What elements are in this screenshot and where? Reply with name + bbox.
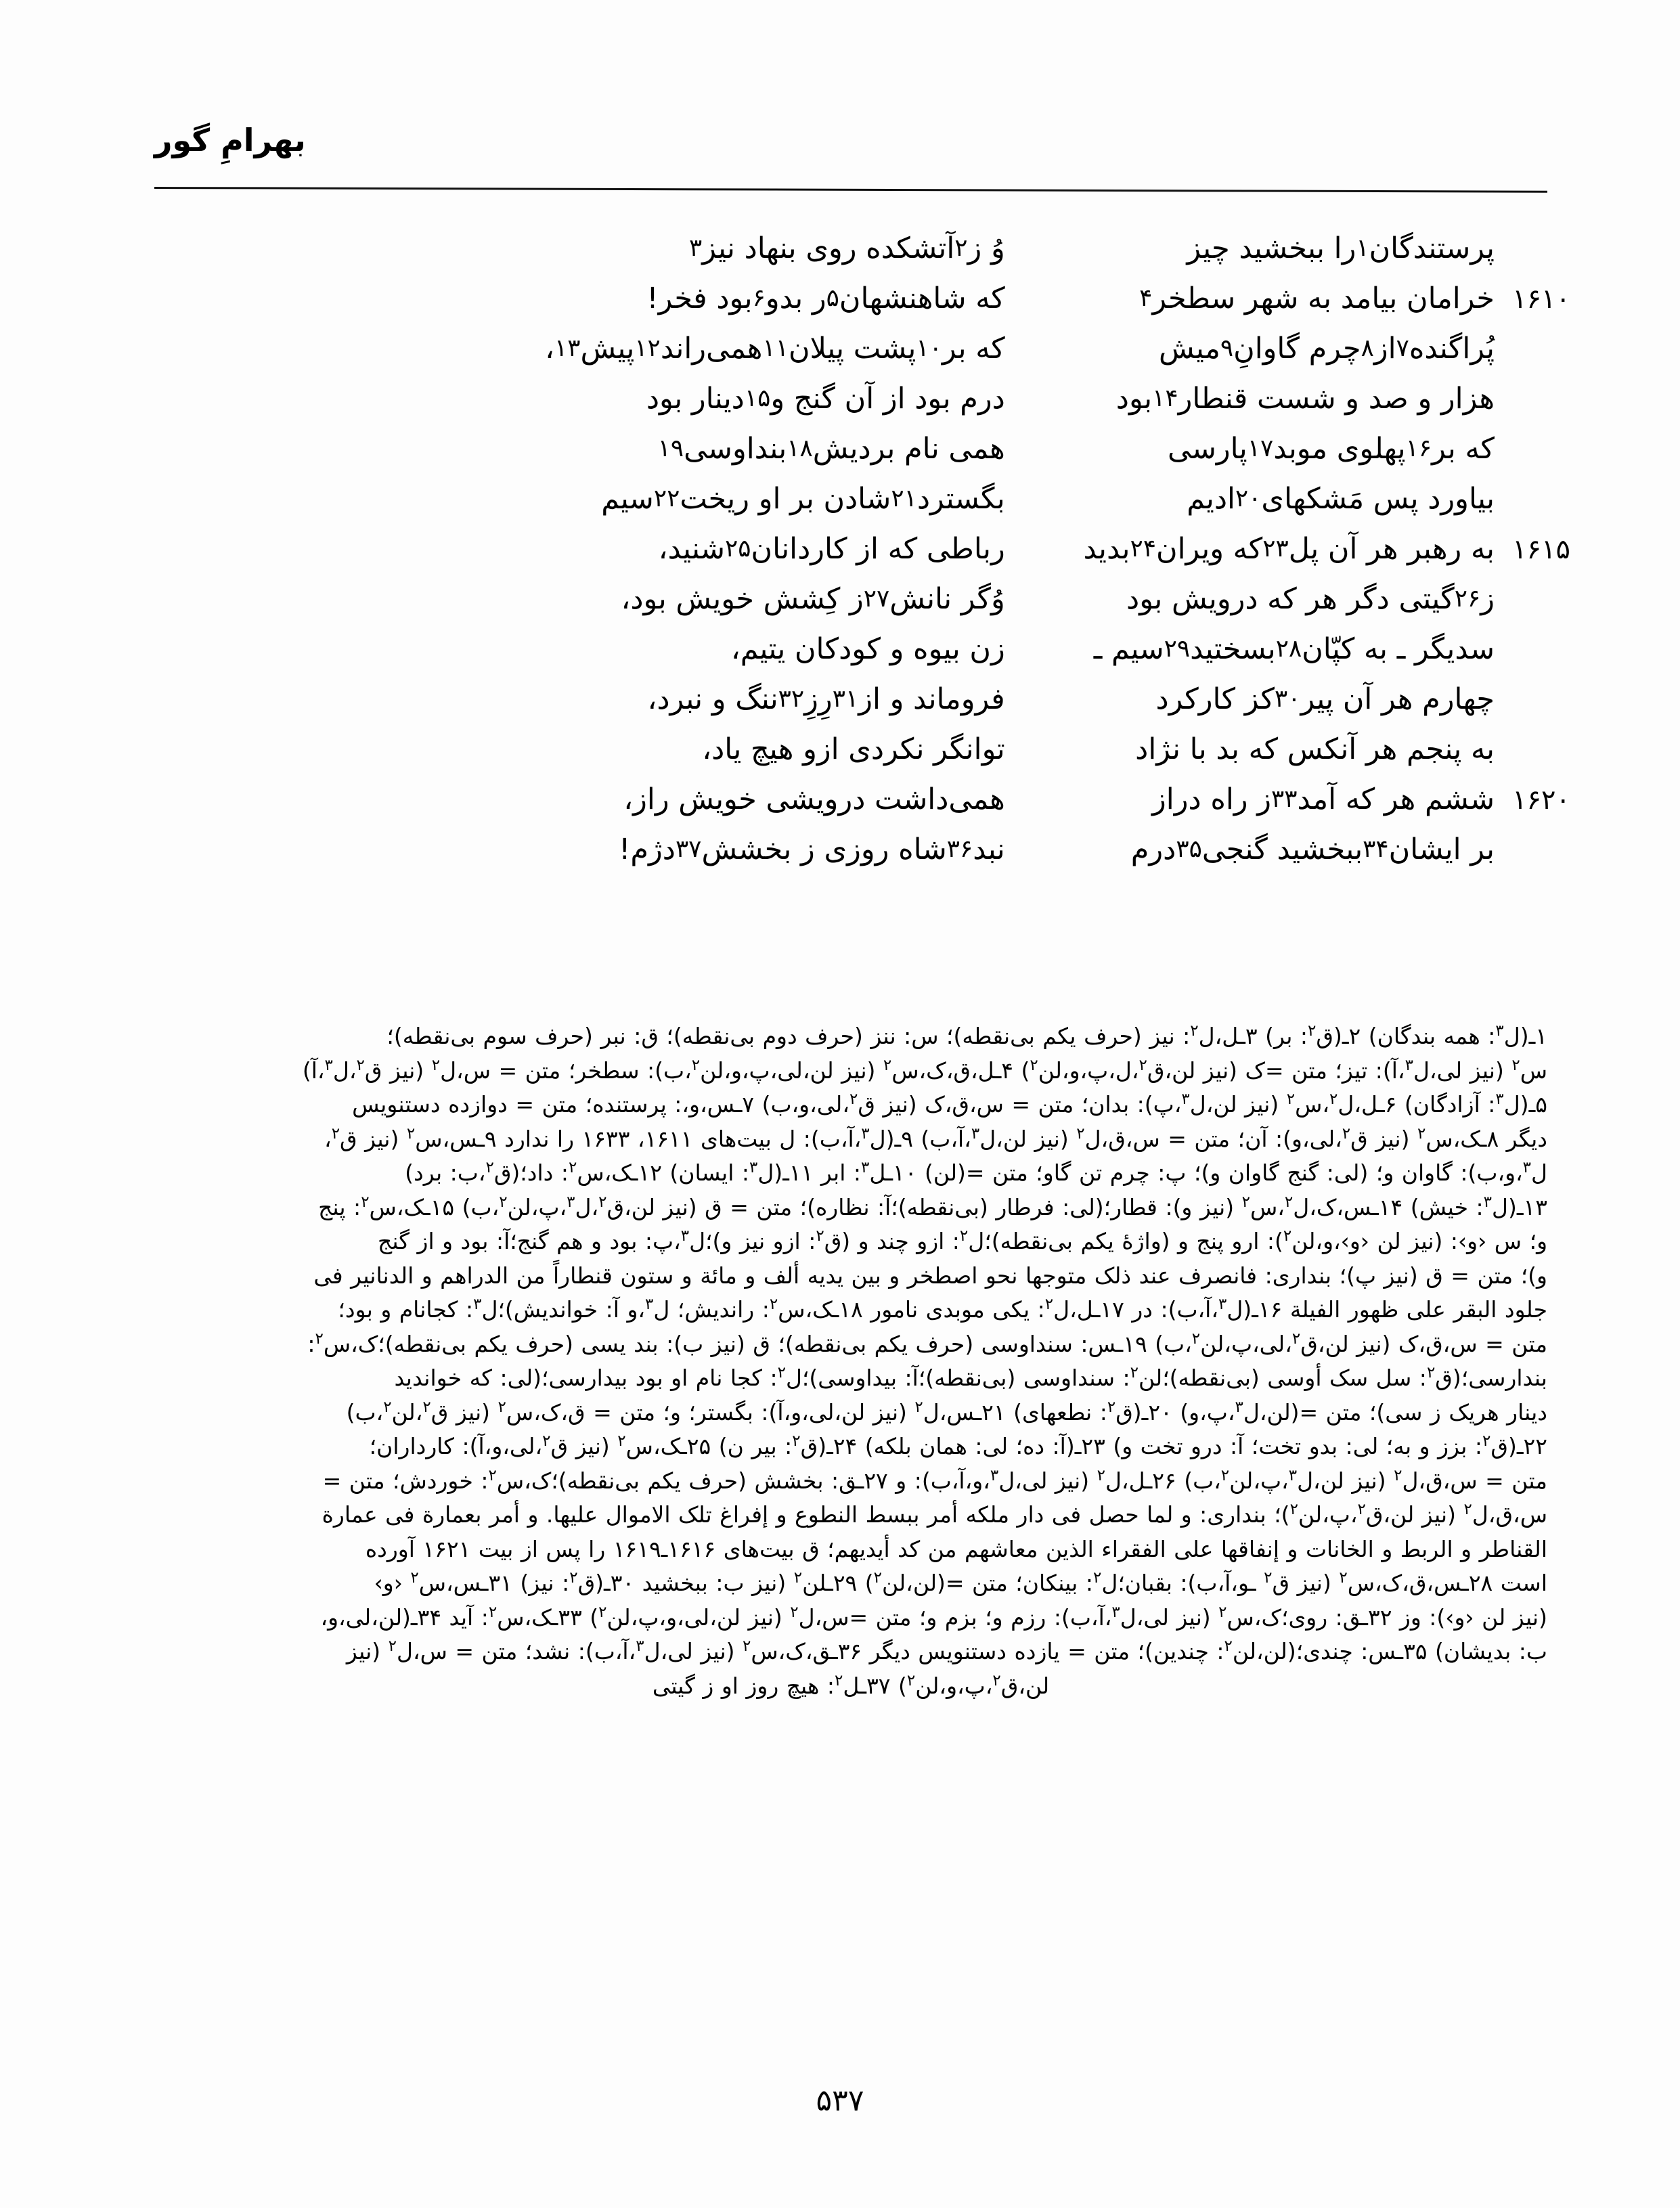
apparatus-line: ب: بدیشان) ۳۵ـس: چندی؛(لن،لن$^۲$: چندین)؛ متن = یازده دستنویس دیگر ۳۶ـق،ک،س$^۲$ (نیز لی،ل$^۳$،آ،ب): نشد؛ متن = س،ل$^۲$ (نیز [346, 1637, 1547, 1664]
apparatus-line: است ۲۸ـس،ق،ک،س$^۲$ (نیز ق$^۲$ ـو،آ،ب): بقبان؛ل$^۲$: بینکان؛ متن =(لن،لن$^۲$) ۲۹ـلن$^۲$ (نیز ب: ببخشید ۳۰ـ(ق$^۲$: نیز) ۳۱ـس،س$^۲$ ‹و› [374, 1569, 1547, 1596]
hemistich-left [257, 724, 1046, 774]
hemistich-left [257, 524, 1046, 574]
apparatus-line: و)؛ متن = ق (نیز پ)؛ بنداری: فانصرف عند ذلک متوجها نحو اصطخر و بین یدیه ألف و مائة و ستون قنطاراً من الدراهم و الدنانیر فی [313, 1262, 1547, 1289]
verse-row [257, 774, 1570, 824]
hemistich-right [1046, 674, 1570, 725]
hemistich-right [1046, 424, 1570, 474]
hemistich-right-text: چهارم هر آن پیر ۳۰ کز کارکرد [1155, 682, 1495, 716]
verse-row [257, 624, 1570, 674]
hemistich-left [257, 273, 1046, 324]
verse-line-number: ۱۶۱۰ [1512, 284, 1570, 315]
hemistich-right-text: پُراگنده ۷ از ۸ چرم گاوانِ ۹ میش [1159, 332, 1495, 366]
hemistich-left-text: وُگر نانش ۲۷ ز کِشش خویش بود، [621, 582, 1005, 616]
hemistich-left-text: توانگر نکردی ازو هیچ یاد، [702, 732, 1005, 766]
hemistich-right [1046, 624, 1570, 675]
apparatus-line: ۲۲ـ(ق$^۲$: بزز و به؛ لی: بدو تخت؛ آ: درو تخت و) ۲۳ـ(آ: ده؛ لی: همان بلکه) ۲۴ـ(ق$^۲$: بیر ن) ۲۵ـک،س$^۲$ (نیز ق$^۲$،لی،و،آ): کارداران؛ [369, 1432, 1547, 1459]
apparatus-line: متن = س،ق،ل$^۲$ (نیز لن،ل$^۳$،پ،لن$^۲$،ب) ۲۶ـل،ل$^۲$ (نیز لی،ل$^۳$،و،آ،ب): و ۲۷ـق: بخشش (حرف یکم بی‌نقطه)؛ک،س$^۲$: خوردش؛ متن = [322, 1466, 1547, 1494]
hemistich-right-text: به رهبر هر آن پل ۲۳ که ویران ۲۴ بدید [1083, 532, 1495, 566]
verse-row [257, 424, 1570, 474]
verse-row [257, 824, 1570, 875]
running-head-title: بهرامِ گور [154, 122, 306, 158]
hemistich-left [257, 824, 1046, 875]
verse-row [257, 674, 1570, 724]
hemistich-right [1046, 774, 1570, 825]
hemistich-left-text: درم بود از آن گنج و ۱۵ دینار بود [646, 382, 1005, 416]
hemistich-left [257, 774, 1046, 824]
hemistich-left-text: بگسترد ۲۱ شادن بر او ریخت ۲۲ سیم [601, 482, 1005, 516]
hemistich-right-text: پرستندگان ۱ را ببخشید چیز [1187, 231, 1495, 265]
hemistich-left-text: وُ ز ۲ آتشکده روی بنهاد نیز ۳ [689, 231, 1005, 265]
hemistich-left-text: همی‌داشت درویشی خویش راز، [623, 782, 1005, 816]
page-number: ۵۳۷ [816, 2083, 864, 2118]
apparatus-line: متن = س،ق،ک (نیز لن،ق$^۲$،لی،پ،لن$^۲$،ب) ۱۹ـس: سنداوسی (حرف یکم بی‌نقطه)؛ ق (نیز ب): بند یسی (حرف یکم بی‌نقطه)؛ک،س$^۲$: [307, 1329, 1547, 1357]
hemistich-left-text: همی نام بردیش ۱۸ بنداوسی ۱۹ [657, 432, 1005, 466]
apparatus-line: و؛ س ‹و›: (نیز لن ‹و›،و،لن$^۲$): ارو پنج و (واژهٔ یکم بی‌نقطه)؛ل$^۲$: ازو چند و (ق$^۲$: ازو نیز و)؛ل$^۳$،پ: بود و هم گنج؛آ: بود و از گنج [378, 1227, 1547, 1254]
hemistich-left-text: نبد ۳۶ شاه روزی ز بخشش ۳۷ دژم! [619, 833, 1005, 866]
hemistich-right-text: بر ایشان ۳۴ ببخشید گنجی ۳۵ درم [1130, 833, 1495, 866]
critical-apparatus [154, 1019, 1547, 1703]
verse-row [257, 724, 1570, 774]
verse-line-number: ۱۶۱۵ [1512, 534, 1570, 565]
apparatus-line: س$^۲$ (نیز لی،ل$^۳$،آ): تیز؛ متن =ک (نیز لن،ق$^۲$،ل،پ،و،لن$^۲$) ۴ـل،ق،ک،س$^۲$ (نیز لن،لی،پ،و،لن$^۲$،ب): سطخر؛ متن = س،ل$^۲$ (نیز ق$^۲$،ل$^۳$،آ) [302, 1056, 1547, 1084]
hemistich-left [257, 574, 1046, 624]
hemistich-right-text: ز ۲۶ گیتی دگر هر که درویش بود [1126, 582, 1495, 616]
hemistich-left [257, 324, 1046, 374]
verse-row [257, 574, 1570, 624]
apparatus-line: جلود البقر علی ظهور الفیلة ۱۶ـ(ل$^۳$،آ،ب): در ۱۷ـل،ل$^۲$: یکی موبدی نامور ۱۸ـک،س$^۲$: راندیش؛ ل$^۳$،و آ: خواندیش)؛ل$^۳$: کجانام و بود؛ [338, 1296, 1547, 1323]
hemistich-left [257, 223, 1046, 273]
apparatus-line: دیگر ۸ـک،س$^۲$ (نیز ق$^۲$،لی،و): آن؛ متن = س،ق،ل$^۲$ (نیز لن،ل$^۳$،آ،ب) ۹ـ(ل$^۳$،آ،ب): ل بیت‌های ۱۶۱۱، ۱۶۳۳ را ندارد ۹ـس،س$^۲$ (نیز ق$^۲$، [324, 1124, 1547, 1152]
hemistich-right [1046, 223, 1570, 274]
hemistich-left [257, 624, 1046, 674]
apparatus-line: ۱۳ـ(ل$^۳$: خیش) ۱۴ـس،ک،ل$^۲$،س$^۲$ (نیز و): قطار؛(لی: فرطار (بی‌نقطه)؛آ: نظاره)؛ متن = ق (نیز لن،ق$^۲$،ل$^۳$،پ،لن$^۲$،ب) ۱۵ـک،س$^۲$: پنج [318, 1193, 1547, 1220]
hemistich-left-text: که شاهنشهان ۵ ر بدو ۶ بود فخر! [646, 282, 1005, 315]
apparatus-line: ۱ـ(ل$^۳$: همه بندگان) ۲ـ(ق$^۲$: بر) ۳ـل،ل$^۲$: نیز (حرف یکم بی‌نقطه)؛ س: ننز (حرف دوم بی‌نقطه)؛ ق: نبر (حرف سوم بی‌نقطه)؛ [386, 1022, 1547, 1049]
hemistich-left-text: که بر ۱۰ پشت پیلان ۱۱ همی‌راند ۱۲ پیش ۱۳ ، [545, 332, 1005, 366]
hemistich-right [1046, 824, 1570, 875]
hemistich-right [1046, 724, 1570, 775]
hemistich-right-text: ششم هر که آمد ۳۳ ز راه دراز [1152, 782, 1495, 816]
apparatus-line: س،ق،ل$^۲$ (نیز لن،ق$^۲$،پ،لن$^۲$)؛ بنداری: و لما حصل فی دار ملکه أمر ببسط النطوع و إفراغ تلک الاموال علیها. و أمر بعمارة فی عمارة [322, 1501, 1547, 1528]
hemistich-left-text: رباطی که از کاردانان ۲۵ شنید، [658, 532, 1005, 566]
verse-row [257, 223, 1570, 273]
hemistich-right [1046, 474, 1570, 525]
hemistich-left [257, 374, 1046, 424]
hemistich-right [1046, 524, 1570, 575]
verse-row [257, 324, 1570, 374]
hemistich-left [257, 474, 1046, 524]
hemistich-right [1046, 374, 1570, 424]
hemistich-left-text: فروماند و از ۳۱ رِزِ ۳۲ ننگ و نبرد، [647, 682, 1005, 716]
hemistich-right-text: خرامان بیامد به شهر سطخر ۴ [1139, 282, 1495, 315]
hemistich-right-text: که بر ۱۶ پهلوی موبد ۱۷ پارسی [1168, 432, 1495, 466]
apparatus-line: ل$^۳$،و،ب): گاوان و؛ (لی: گنج گاوان و)؛ پ: چرم تن گاو؛ متن =(لن) ۱۰ـل$^۳$: ابر ۱۱ـ(ل$^۳$: ایسان) ۱۲ـک،س$^۲$: داد؛(ق$^۲$،ب: برد) [405, 1159, 1547, 1186]
apparatus-line: بندارسی؛(ق$^۲$: سل سک أوسی (بی‌نقطه)؛لن$^۲$: سنداوسی (بی‌نقطه)؛آ: بیداوسی)؛ل$^۲$: کجا نام او بود بیدارسی؛(لی: که خواندید [394, 1364, 1547, 1391]
verse-line-number: ۱۶۲۰ [1512, 785, 1570, 816]
hemistich-left [257, 674, 1046, 724]
verse-row [257, 374, 1570, 424]
hemistich-right-text: هزار و صد و شست قنطار ۱۴ بود [1115, 382, 1495, 416]
hemistich-left-text: زن بیوه و کودکان یتیم، [730, 632, 1005, 666]
verse-row [257, 524, 1570, 574]
hemistich-right-text: بیاورد پس مَشکهای ۲۰ ادیم [1187, 482, 1495, 516]
hemistich-right-text: به پنجم هر آنکس که بد با نژاد [1135, 732, 1495, 766]
verse-row [257, 273, 1570, 324]
verse-block [257, 223, 1570, 875]
hemistich-right-text: سدیگر ـ به کپّان ۲۸ بسختید ۲۹ سیم ـ [1093, 632, 1495, 666]
hemistich-right [1046, 574, 1570, 625]
apparatus-line: القناطر و الربط و الخانات و إنفاقها علی الفقراء الذین معاشهم من کد أیدیهم؛ ق بیت‌های ۱۶۱۶ـ۱۶۱۹ را پس از بیت ۱۶۲۱ آورده [365, 1535, 1547, 1562]
hemistich-right [1046, 324, 1570, 374]
apparatus-line: (نیز لن ‹و›): وز ۳۲ـق: روی؛ک،س$^۲$ (نیز لی،ل$^۳$،آ،ب): رزم و؛ بزم و؛ متن =س،ل$^۲$ (نیز لن،لی،و،پ،لن$^۲$) ۳۳ـک،س$^۲$: آید ۳۴ـ(لن،لی،و، [320, 1603, 1547, 1631]
hemistich-left [257, 424, 1046, 474]
apparatus-line: لن،ق$^۲$،پ،و،لن$^۲$) ۳۷ـل$^۲$: هیچ روز او ز گیتی [652, 1671, 1050, 1699]
hemistich-right [1046, 273, 1570, 324]
verse-row [257, 474, 1570, 524]
apparatus-line: دینار هریک ز سی)؛ متن =(لن،ل$^۳$،پ،و) ۲۰ـ(ق$^۲$: نطعهای) ۲۱ـس،ل$^۲$ (نیز لن،لی،و،آ): بگستر؛ و؛ متن = ق،ک،س$^۲$ (نیز ق$^۲$،لن$^۲$،ب) [346, 1398, 1547, 1426]
apparatus-line: ۵ـ(ل$^۳$: آزادگان) ۶ـل،ل$^۲$،س$^۲$ (نیز لن،ل$^۳$،پ): بدان؛ متن = س،ق،ک (نیز ق$^۲$،لی،و،ب) ۷ـس،و،: پرستنده؛ متن = دوازده دستنویس [352, 1090, 1547, 1118]
running-head [154, 122, 1549, 190]
